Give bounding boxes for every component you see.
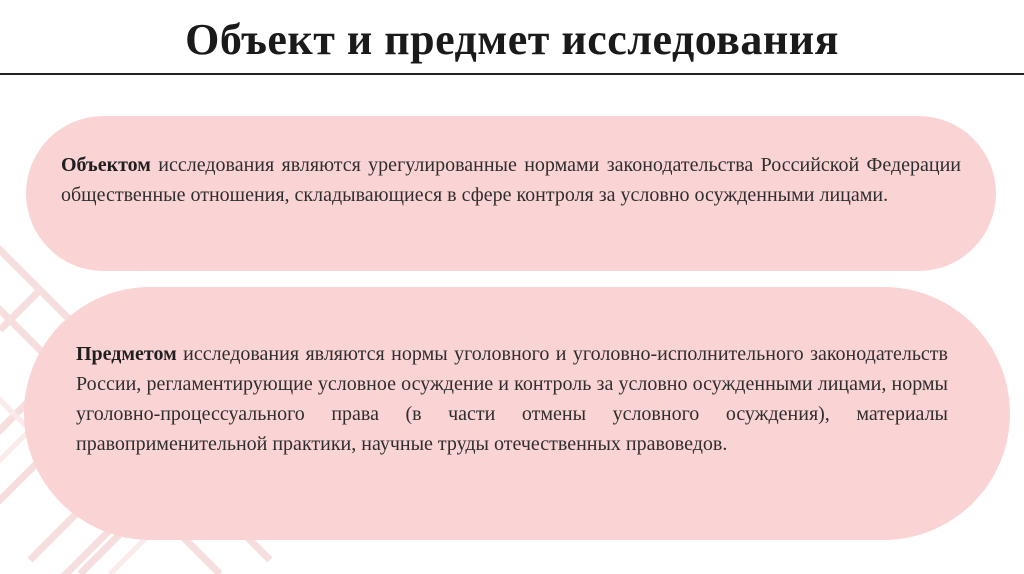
subject-definition-card (24, 287, 1010, 540)
slide-title: Объект и предмет исследования (185, 15, 839, 64)
object-definition-card (26, 116, 996, 271)
subject-definition-paragraph (76, 339, 948, 459)
object-definition-text: исследования являются урегулированные нормами законодательства Российской Федерации общественные отношения, складывающиеся в сфере контроля за условно осужденными лицами. (61, 154, 961, 206)
subject-definition-text: исследования являются нормы уголовного и уголовно-исполнительного законодательств России, регламентирующие условное осуждение и контроль за условно осужденными лицами, нормы уголовно-процессуального права (в части отмены условного осуждения), материалы правоприменительной практики, научные труды отечественных правоведов. (76, 343, 948, 455)
subject-lead-term: Предметом (76, 343, 177, 365)
title-underline (0, 73, 1024, 75)
object-lead-term: Объектом (61, 154, 151, 176)
object-definition-paragraph (61, 150, 961, 210)
